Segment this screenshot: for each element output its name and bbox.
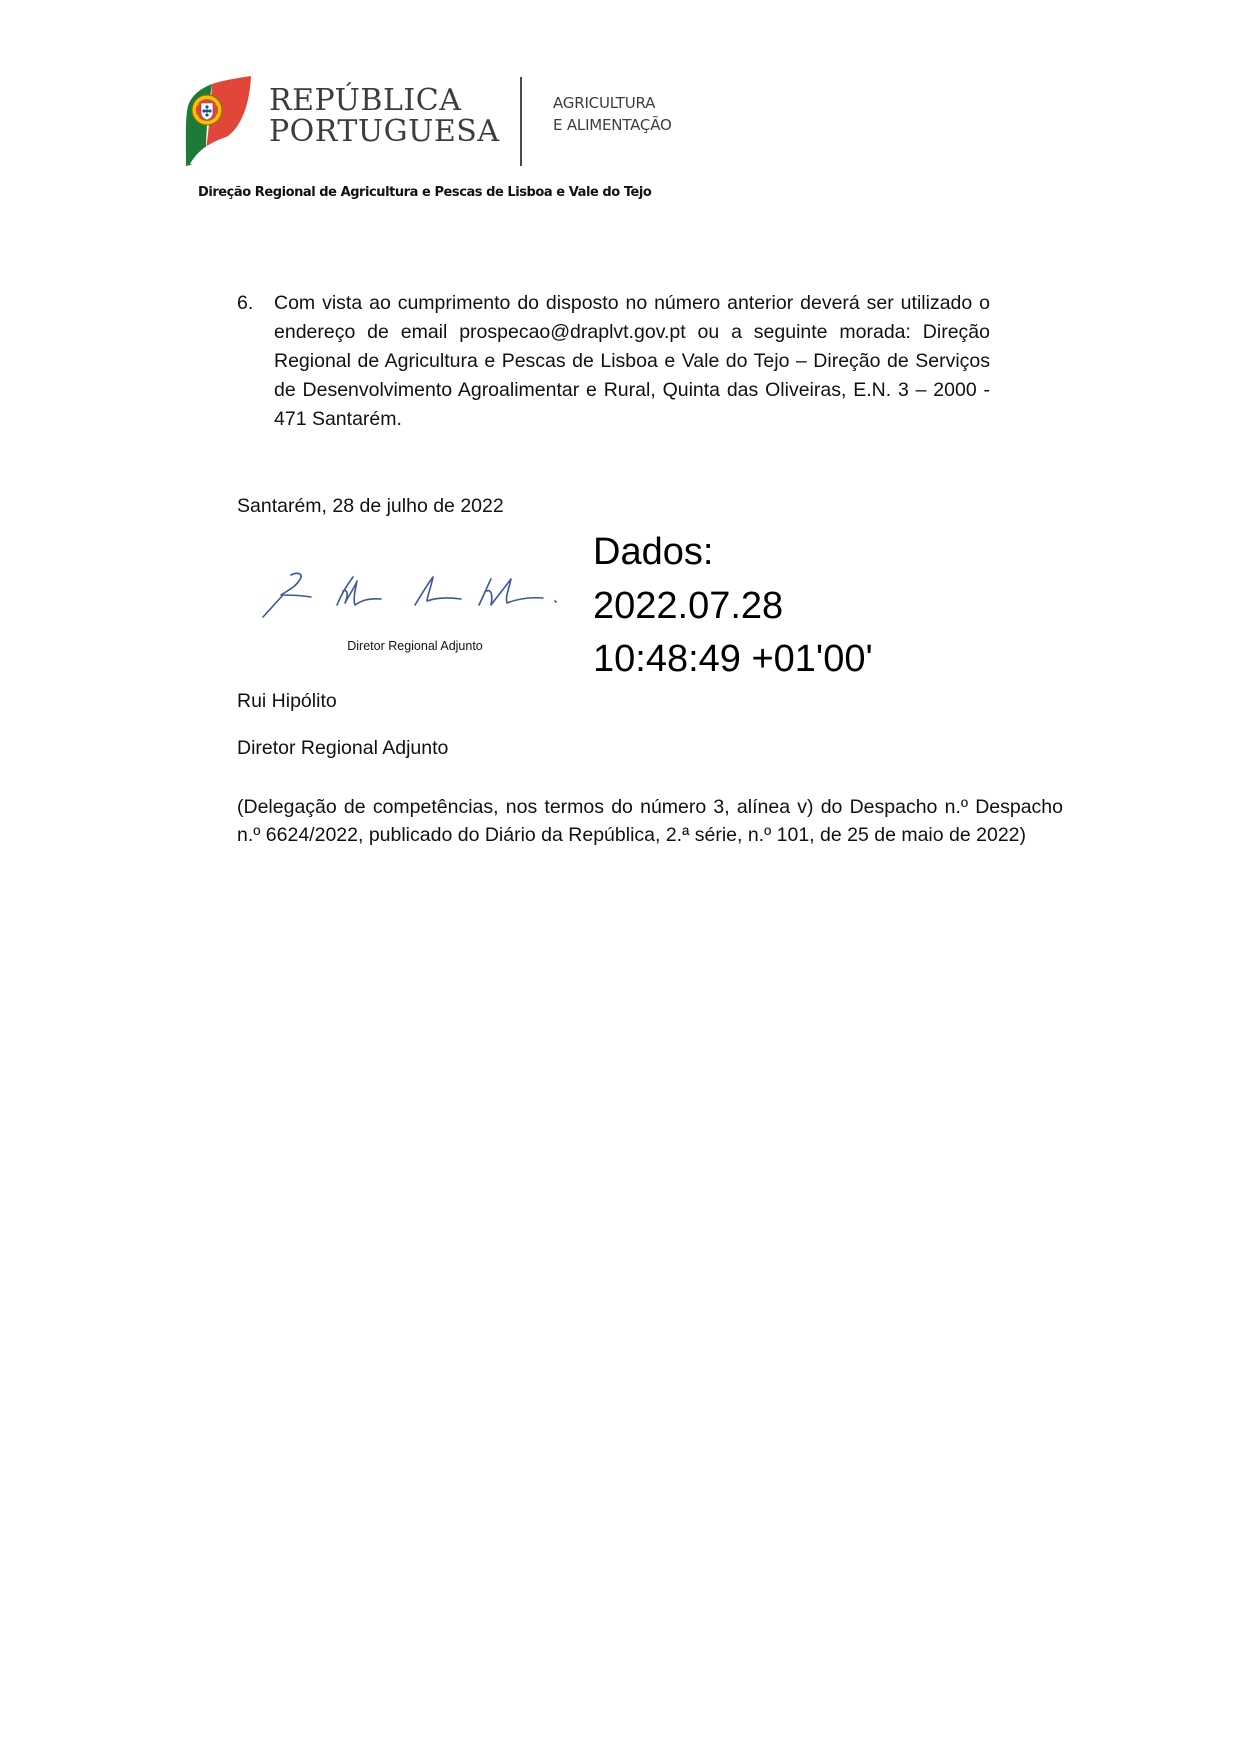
list-item-number: 6. xyxy=(237,292,254,314)
republica-portuguesa-emblem-icon xyxy=(184,76,252,168)
digital-signature-date: 2022.07.28 xyxy=(593,585,784,627)
digital-signature-time: 10:48:49 +01'00' xyxy=(593,638,873,680)
signer-title: Diretor Regional Adjunto xyxy=(237,737,449,759)
signer-name: Rui Hipólito xyxy=(237,690,337,712)
list-item-text: Com vista ao cumprimento do disposto no número anterior deverá ser utilizado o endereço de email prospecao@draplvt.gov.pt ou a seguinte morada: Direção Regional de Agricultura e Pescas de Lisboa e Vale do Tejo – Direção de Serviços de Desenvolvimento Agroalimentar e Rural, Quinta das Oliveiras, E.N. 3 – 2000 - 471 Santarém. xyxy=(274,292,990,430)
place-date: Santarém, 28 de julho de 2022 xyxy=(237,495,504,517)
ministry-name-line1: AGRICULTURA xyxy=(553,94,656,112)
signature-caption: Diretor Regional Adjunto xyxy=(347,639,483,653)
handwritten-signature xyxy=(255,565,575,625)
logo-wordmark-line2: PORTUGUESA xyxy=(269,114,500,149)
delegation-note: (Delegação de competências, nos termos do número 3, alínea v) do Despacho n.º Despacho n.º 6624/2022, publicado do Diário da República, 2.ª série, n.º 101, de 25 de maio de 2022) xyxy=(237,796,1063,846)
logo-wordmark-line1: REPÚBLICA xyxy=(269,83,462,118)
logo-divider xyxy=(520,77,522,166)
ministry-name-line2: E ALIMENTAÇÃO xyxy=(553,116,672,134)
digital-signature-label: Dados: xyxy=(593,531,714,573)
directorate-name: Direção Regional de Agricultura e Pescas de Lisboa e Vale do Tejo xyxy=(198,185,652,200)
